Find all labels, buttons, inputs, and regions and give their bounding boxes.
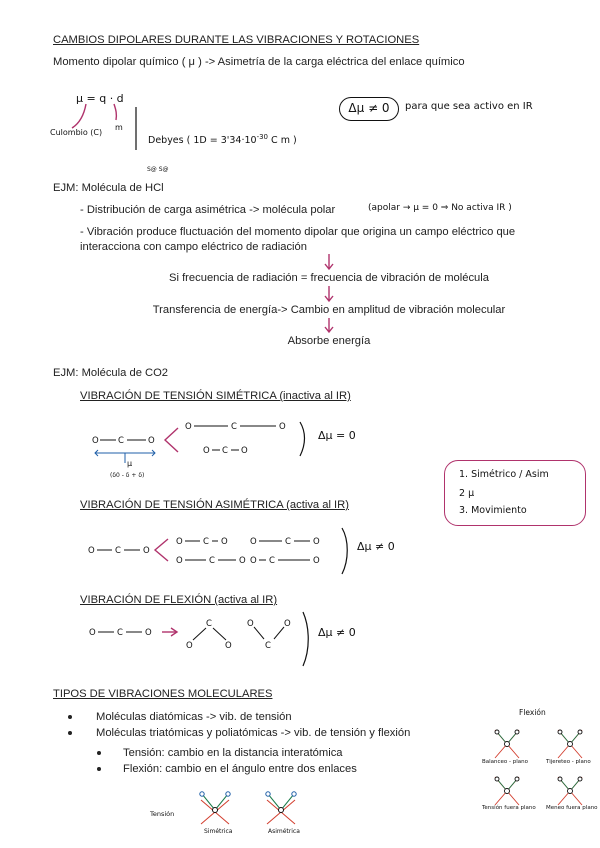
intro-line: Momento dipolar químico ( μ ) -> Asimetría de la carga eléctrica del enlace químico xyxy=(53,56,465,68)
hcl-step-1: Si frecuencia de radiación = frecuencia de vibración de molécula xyxy=(169,272,489,284)
atom-o: O xyxy=(176,537,183,547)
asym-delta: Δμ ≠ 0 xyxy=(357,540,395,553)
atom-c: C xyxy=(222,446,228,456)
atom-o: O xyxy=(250,537,257,547)
types-bullet-2: Moléculas triatómicas y poliatómicas -> vib. de tensión y flexión xyxy=(96,727,411,739)
atom-o: O xyxy=(92,436,99,446)
types-bullet-1: Moléculas diatómicas -> vib. de tensión xyxy=(96,711,292,723)
tension-mini-diagrams xyxy=(200,792,296,824)
sym-delta: Δμ = 0 xyxy=(318,429,356,442)
atom-o: O xyxy=(185,422,192,432)
asym-stretch-diagram xyxy=(88,528,347,574)
flex-diagram xyxy=(89,612,308,666)
hcl-step-2: Transferencia de energía-> Cambio en amplitud de vibración molecular xyxy=(152,304,506,316)
atom-o: O xyxy=(89,628,96,638)
debyes-label: Debyes ( $1D = 3'34\cdot 10^{-30}$ C m ) xyxy=(148,133,297,147)
flow-arrows xyxy=(325,254,333,332)
atom-c: C xyxy=(118,436,124,446)
types-heading: TIPOS DE VIBRACIONES MOLECULARES xyxy=(53,688,273,700)
summary-item-1: 1. Simétrico / Asim xyxy=(459,469,549,480)
mini-note: S@ S@ xyxy=(147,166,169,173)
hcl-heading: EJM: Molécula de HCl xyxy=(53,182,164,194)
delta-mu-condition: Δμ ≠ 0 xyxy=(339,97,399,121)
atom-c: C xyxy=(203,537,209,547)
tension-cell-2: Asimétrica xyxy=(268,828,300,835)
atom-o: O xyxy=(221,537,228,547)
atom-c: C xyxy=(265,641,271,651)
flexion-label: Flexión xyxy=(519,708,546,717)
atom-o: O xyxy=(313,537,320,547)
hcl-line-2b: interacciona con campo eléctrico de radiación xyxy=(80,241,307,253)
sym-stretch-diagram xyxy=(92,422,305,463)
atom-o: O xyxy=(186,641,193,651)
atom-c: C xyxy=(269,556,275,566)
condition-note: para que sea activo en IR xyxy=(405,101,533,112)
atom-c: C xyxy=(231,422,237,432)
sym-mu-label: μ xyxy=(127,459,133,468)
co2-heading: EJM: Molécula de CO2 xyxy=(53,367,169,379)
types-sub-bullet-1: Tensión: cambio en la distancia interatómica xyxy=(123,747,343,759)
flexion-cell-1: Balanceo - plano xyxy=(482,759,529,765)
tension-label: Tensión xyxy=(150,810,175,818)
atom-c: C xyxy=(285,537,291,547)
formula-arrow-d xyxy=(114,104,116,120)
atom-o: O xyxy=(279,422,286,432)
atom-o: O xyxy=(284,619,291,629)
atom-c: C xyxy=(117,628,123,638)
atom-o: O xyxy=(239,556,246,566)
flexion-cell-3: Tensión fuera plano xyxy=(482,805,536,811)
atom-o: O xyxy=(313,556,320,566)
atom-o: O xyxy=(148,436,155,446)
atom-o: O xyxy=(145,628,152,638)
coulomb-label: Culombio (C) xyxy=(50,128,103,137)
flexion-mini-diagrams xyxy=(495,730,582,805)
atom-o: O xyxy=(143,546,150,556)
flex-title: VIBRACIÓN DE FLEXIÓN (activa al IR) xyxy=(80,594,278,606)
atom-c: C xyxy=(206,619,212,629)
atom-c: C xyxy=(115,546,121,556)
atom-o: O xyxy=(176,556,183,566)
hcl-line-2a: - Vibración produce fluctuación del momento dipolar que origina un campo eléctrico que xyxy=(80,226,516,238)
summary-item-3: 3. Movimiento xyxy=(459,505,527,516)
asym-stretch-title: VIBRACIÓN DE TENSIÓN ASIMÉTRICA (activa al IR) xyxy=(80,499,349,511)
flex-delta: Δμ ≠ 0 xyxy=(318,626,356,639)
summary-item-2: 2 μ xyxy=(459,488,475,499)
sym-charge-note: (δ0 - δ + δ) xyxy=(110,472,145,479)
atom-c: C xyxy=(209,556,215,566)
hcl-line-1: - Distribución de carga asimétrica -> molécula polar xyxy=(80,204,336,216)
dipole-formula: μ = q · d xyxy=(76,92,124,105)
hcl-step-3: Absorbe energía xyxy=(287,335,371,347)
apolar-note: (apolar → μ = 0 ⇒ No activa IR ) xyxy=(368,203,512,213)
tension-cell-1: Simétrica xyxy=(204,828,233,835)
meter-label: m xyxy=(115,123,123,132)
flexion-cell-2: Tijereteo - plano xyxy=(546,759,591,765)
atom-o: O xyxy=(241,446,248,456)
atom-o: O xyxy=(247,619,254,629)
atom-o: O xyxy=(250,556,257,566)
atom-o: O xyxy=(88,546,95,556)
page-title: CAMBIOS DIPOLARES DURANTE LAS VIBRACIONES Y ROTACIONES xyxy=(53,34,420,46)
types-sub-bullet-2: Flexión: cambio en el ángulo entre dos enlaces xyxy=(123,763,357,775)
atom-o: O xyxy=(225,641,232,651)
sym-stretch-title: VIBRACIÓN DE TENSIÓN SIMÉTRICA (inactiva al IR) xyxy=(80,390,351,402)
flexion-cell-4: Meneo fuera plano xyxy=(546,805,598,811)
formula-arrow-q xyxy=(72,104,86,128)
atom-o: O xyxy=(203,446,210,456)
